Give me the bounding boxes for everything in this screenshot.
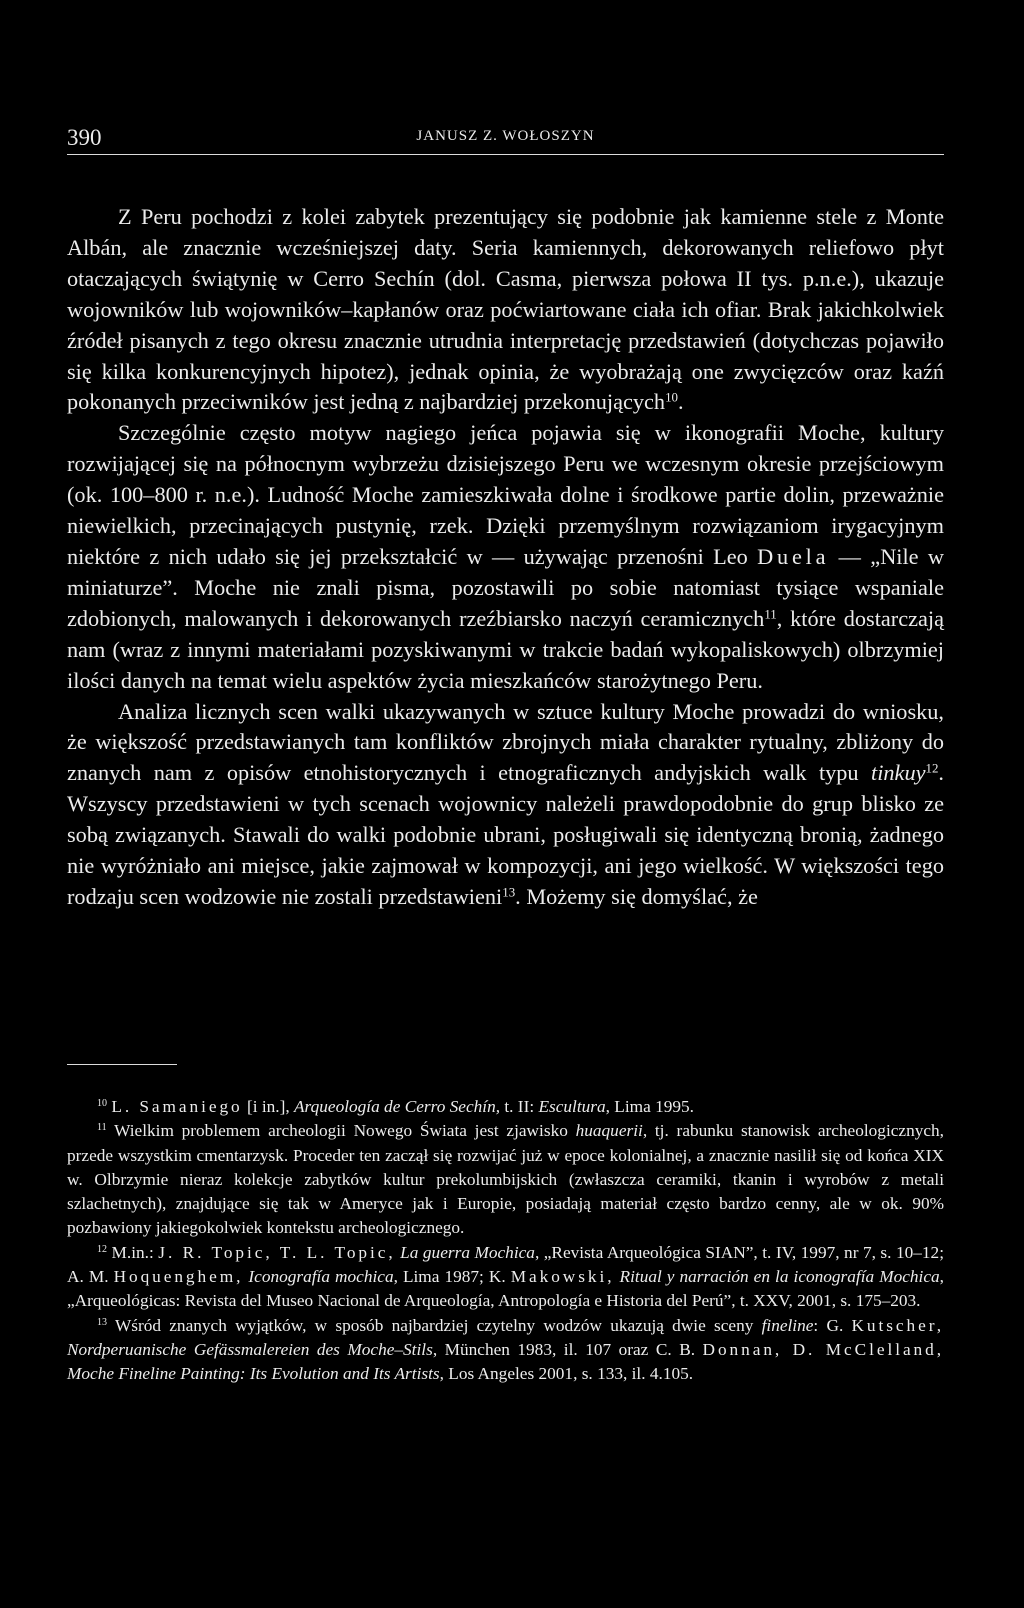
footnote-number: 10: [97, 1097, 108, 1109]
footnote-title: Ritual y narración en la iconografía Mochica: [619, 1267, 940, 1287]
footnote-13: [67, 1314, 944, 1387]
footnote-title: Escultura: [538, 1097, 606, 1116]
footnote-author: Kutscher,: [851, 1315, 944, 1335]
paragraph-3: [67, 697, 944, 913]
footnote-text: : G.: [813, 1315, 852, 1335]
footnote-author: Donnan, D. McClelland,: [702, 1339, 944, 1359]
footnote-ref-13: 13: [502, 884, 516, 900]
footnote-text: , Lima 1987; K.: [393, 1267, 511, 1287]
footnote-12: [67, 1241, 944, 1314]
footnote-title: Nordperuanische Gefässmalereien des Moche–Stils: [67, 1339, 433, 1359]
footnote-title: Iconografía mochica: [248, 1267, 394, 1287]
page-header: [67, 124, 944, 155]
term-tinkuy: tinkuy: [871, 760, 926, 786]
footnote-text: t. II:: [500, 1097, 539, 1116]
footnote-text: , Lima 1995.: [605, 1097, 694, 1116]
paragraph-1: [67, 202, 944, 418]
paragraph-1-end: .: [677, 389, 684, 415]
footnote-divider: [67, 1064, 177, 1065]
footnote-number: 13: [97, 1316, 108, 1328]
author-duela: Duela: [757, 543, 830, 569]
paragraph-2-part-a: Szczególnie często motyw nagiego jeńca pojawia się w ikonografii Moche, kultury rozwijającej się na północnym wybrzeżu dzisiejszego Peru we wczesnym okresie przejściowym (ok. 100–800 r. n.e.). Ludność Moche zamieszkiwała dolne i środkowe partie dolin, przeważnie niewielkich, przecinających pustynię, rzek. Dzięki przemyślnym rozwiązaniom irygacyjnym niektóre z nich udało się jej przekształcić w — używając przenośni Leo: [67, 420, 944, 569]
running-head: JANUSZ Z. WOŁOSZYN: [416, 128, 595, 144]
footnote-number: 12: [97, 1243, 108, 1255]
paragraph-2-part-b: — „Nile w miniaturze”. Moche nie znali pisma, pozostawili po sobie natomiast tysiące wspaniale zdobionych, malowanych i dekorowanych rzeźbiarsko naczyń ceramicznych: [67, 543, 945, 631]
footnote-10: [67, 1095, 944, 1119]
paragraph-3-part-a: Analiza licznych scen walki ukazywanych w sztuce kultury Moche prowadzi do wniosku, że większość przedstawianych tam konfliktów zbrojnych miała charakter rytualny, zbliżony do znanych nam z opisów etnohistorycznych i etnograficznych andyjskich walk typu: [67, 698, 944, 786]
footnote-text: [i in.],: [242, 1097, 294, 1116]
paragraph-3-part-b: . Wszyscy przedstawieni w tych scenach wojownicy należeli prawdopodobnie do grup blisko ze sobą związanych. Stawali do walki podobnie ubrani, posługiwali się identyczną bronią, żadnego nie wyróżniało ani miejsce, jakie zajmował w kompozycji, ani jego wielkość. W większości tego rodzaju scen wodzowie nie zostali przedstawieni: [67, 760, 944, 909]
footnote-term: fineline: [761, 1315, 814, 1335]
footnote-text: , „Arqueológicas: Revista del Museo Nacional de Arqueología, Antropología e Historia del Perú”, t. XXV, 2001, s. 175–203.: [67, 1267, 944, 1311]
footnote-author: Hoquenghem,: [113, 1267, 244, 1287]
footnote-text: , tj. rabunku stanowisk archeologicznych, przede wszystkim cmentarzysk. Proceder ten zaczął się rozwijać już w epoce kolonialnej, a znacznie nasilił się od końca XIX w. Olbrzymie nieraz kolekcje zabytków kultur prekolumbijskich (zwłaszcza ceramiki, tkanin i wyrobów z metali szlachetnych), znajdujące się tak w Ameryce jak i Europie, posiadają materiał często bardzo cenny, ale w ok. 90% pozbawiony jakiegokolwiek kontekstu archeologicznego.: [67, 1121, 945, 1238]
footnote-ref-10: 10: [665, 389, 678, 405]
footnote-author: Makowski,: [510, 1267, 615, 1287]
main-text: [67, 202, 944, 913]
paragraph-1-text: Z Peru pochodzi z kolei zabytek prezentujący się podobnie jak kamienne stele z Monte Albán, ale znacznie wcześniejszej daty. Seria kamiennych, dekorowanych reliefowo płyt otaczających świątynię w Cerro Sechín (dol. Casma, pierwsza połowa II tys. p.n.e.), ukazuje wojowników lub wojowników–kapłanów oraz poćwiartowane ciała ich ofiar. Brak jakichkolwiek źródeł pisanych z tego okresu znacznie utrudnia interpretację przedstawień (dotychczas pojawiło się kilka konkurencyjnych hipotez), jednak opinia, że wyobrażają one zwycięzców oraz kaźń pokonanych przeciwników jest jedną z najbardziej przekonujących: [67, 204, 944, 415]
footnote-title: La guerra Mochica: [400, 1242, 535, 1262]
footnote-author: L. Samaniego: [111, 1097, 243, 1116]
footnote-ref-12: 12: [925, 760, 939, 776]
footnote-text: , „Revista Arqueológica SIAN”, t. IV, 1997, nr 7, s. 10–12; A. M.: [67, 1242, 944, 1287]
page-number: 390: [67, 125, 102, 150]
footnote-number: 11: [97, 1122, 107, 1134]
footnote-author: J. R. Topic, T. L. Topic,: [158, 1242, 396, 1262]
footnote-ref-11: 11: [764, 606, 777, 622]
paragraph-3-part-c: . Możemy się domyślać, że: [515, 883, 758, 909]
footnote-text: , Los Angeles 2001, s. 133, il. 4.105.: [439, 1364, 694, 1384]
paragraph-2: [67, 418, 944, 696]
footnote-term: huaquerii: [575, 1121, 643, 1141]
footnote-title: Arqueología de Cerro Sechín,: [293, 1097, 501, 1116]
footnote-11: [67, 1119, 944, 1240]
footnote-text: , München 1983, il. 107 oraz C. B.: [432, 1339, 703, 1359]
footnote-text: Wielkim problemem archeologii Nowego Świata jest zjawisko: [114, 1121, 576, 1141]
footnote-title: Moche Fineline Painting: Its Evolution and Its Artists: [67, 1364, 440, 1384]
footnote-text: Wśród znanych wyjątków, w sposób najbardziej czytelny wodzów ukazują dwie sceny: [114, 1315, 762, 1335]
paragraph-2-part-c: , które dostarczają nam (wraz z innymi materiałami pozyskiwanymi w trakcie badań wykopaliskowych) olbrzymiej ilości danych na temat wielu aspektów życia mieszkańców starożytnego Peru.: [67, 605, 944, 693]
footnote-text: M.in.:: [111, 1242, 159, 1262]
footnotes: [67, 1095, 944, 1387]
